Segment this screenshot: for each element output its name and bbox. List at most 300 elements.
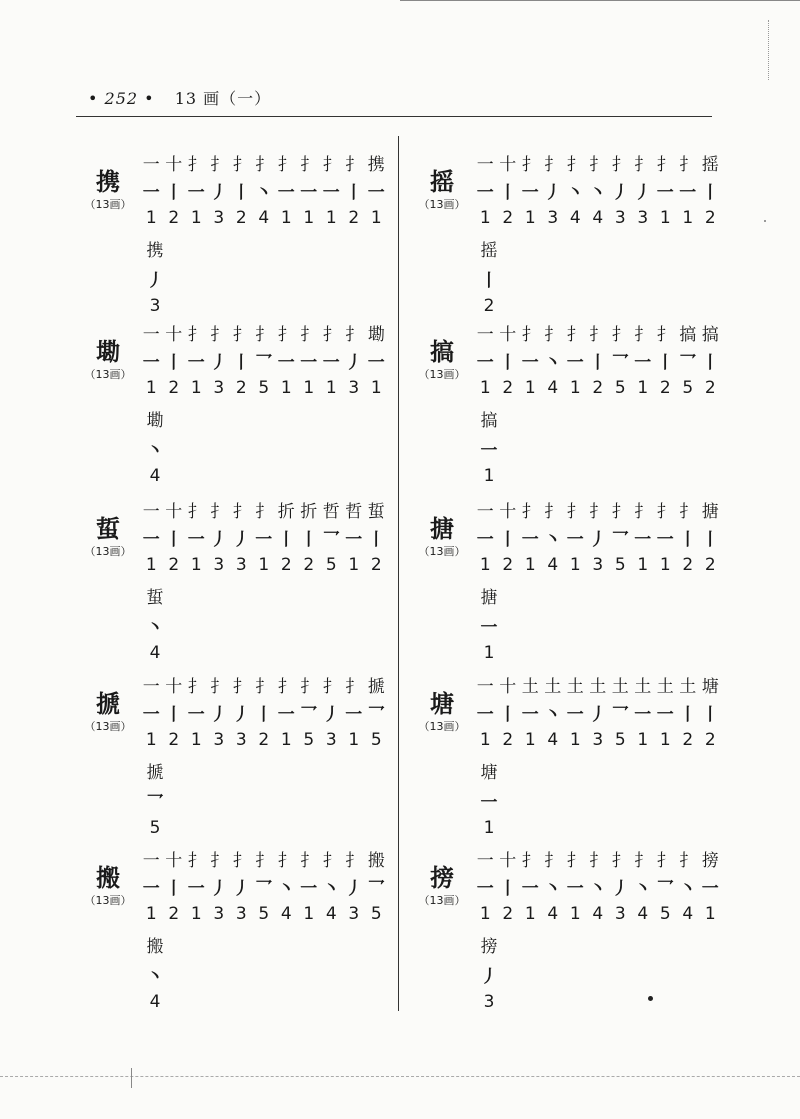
progressive-form: 土	[521, 677, 539, 697]
stroke-glyph: 丶	[544, 879, 562, 899]
stroke-code: 1	[659, 208, 671, 228]
progressive-form: 扌	[544, 502, 562, 522]
stroke-code: 5	[258, 904, 270, 924]
stroke-glyph: 丨	[499, 353, 517, 373]
stroke-glyph: 丿	[210, 353, 228, 373]
stroke-glyph: 丨	[701, 183, 719, 203]
header-rule	[76, 116, 712, 117]
progressive-form: 扌	[187, 502, 205, 522]
stroke-glyph: 乛	[656, 879, 674, 899]
stroke-entry	[416, 320, 746, 486]
progressive-form: 扌	[589, 155, 607, 175]
continuation-stroke: 丨	[480, 271, 498, 291]
progressive-form: 土	[656, 677, 674, 697]
stroke-count-label: （13画）	[418, 894, 466, 907]
stroke-glyph: 丨	[499, 530, 517, 550]
progressive-form: 摇	[701, 155, 719, 175]
progressive-form: 十	[499, 325, 517, 345]
stroke-glyph: 一	[277, 705, 295, 725]
stroke-code: 5	[682, 378, 694, 398]
progressive-form: 扌	[210, 851, 228, 871]
progressive-form: 一	[142, 502, 160, 522]
stroke-glyph: 丶	[544, 705, 562, 725]
stroke-glyph: 丨	[701, 353, 719, 373]
bottom-tick	[131, 1068, 132, 1088]
continuation-code: 1	[483, 643, 495, 663]
stroke-glyph-row	[140, 348, 388, 374]
stroke-code: 4	[325, 904, 337, 924]
progressive-form: 扌	[611, 155, 629, 175]
stroke-entry	[82, 497, 412, 663]
stroke-glyph: 一	[142, 530, 160, 550]
stroke-glyph: 乛	[255, 353, 273, 373]
stroke-glyph: 丨	[232, 183, 250, 203]
stroke-code: 4	[592, 904, 604, 924]
stroke-count-label: （13画）	[84, 894, 132, 907]
stroke-glyph: 一	[656, 705, 674, 725]
progressive-form: 扌	[634, 851, 652, 871]
continuation-code: 4	[149, 643, 161, 663]
progressive-form: 扌	[322, 155, 340, 175]
progressive-form: 扌	[521, 851, 539, 871]
stroke-code: 5	[303, 730, 315, 750]
stroke-glyph: 乛	[322, 530, 340, 550]
stroke-code: 1	[145, 555, 157, 575]
headword-char: 搬	[96, 863, 120, 892]
stroke-glyph: 乛	[367, 705, 385, 725]
stroke-code: 1	[370, 208, 382, 228]
stroke-code: 3	[348, 378, 360, 398]
stroke-glyph: 丶	[255, 183, 273, 203]
progressive-form: 扌	[566, 325, 584, 345]
progressive-form: 扌	[210, 325, 228, 345]
stroke-glyph: 一	[187, 705, 205, 725]
stroke-glyph: 丨	[165, 353, 183, 373]
stroke-glyph: 丶	[544, 530, 562, 550]
stroke-code: 4	[258, 208, 270, 228]
stroke-count-label: （13画）	[84, 545, 132, 558]
headword-char: 墈	[96, 337, 120, 366]
stroke-code: 4	[547, 904, 559, 924]
progressive-form: 一	[142, 325, 160, 345]
headword-char: 携	[96, 167, 120, 196]
stroke-code: 3	[614, 904, 626, 924]
stroke-code: 4	[682, 904, 694, 924]
stroke-code: 4	[547, 378, 559, 398]
stroke-glyph: 丿	[210, 705, 228, 725]
progressive-form: 扌	[521, 502, 539, 522]
progressive-form-row	[474, 320, 722, 346]
stroke-code: 1	[479, 730, 491, 750]
continuation-stroke: 丶	[146, 441, 164, 461]
stroke-glyph: 一	[701, 879, 719, 899]
progressive-form: 扌	[611, 325, 629, 345]
progressive-form: 扌	[634, 155, 652, 175]
progressive-form: 扌	[277, 677, 295, 697]
stroke-glyph: 一	[679, 183, 697, 203]
stroke-code: 1	[303, 208, 315, 228]
continuation-stroke: 丿	[146, 271, 164, 291]
stroke-code: 3	[547, 208, 559, 228]
progressive-form: 扌	[544, 155, 562, 175]
stroke-code: 1	[637, 378, 649, 398]
stroke-glyph: 一	[476, 879, 494, 899]
stroke-code: 2	[370, 555, 382, 575]
stroke-glyph: 丶	[589, 879, 607, 899]
continuation-stroke: 丿	[480, 967, 498, 987]
stroke-code: 1	[569, 904, 581, 924]
stray-dot-2	[764, 220, 766, 222]
progressive-form: 扌	[300, 325, 318, 345]
progressive-form: 十	[499, 155, 517, 175]
stroke-glyph: 丶	[277, 879, 295, 899]
progressive-form: 扌	[634, 502, 652, 522]
stroke-glyph: 丿	[210, 183, 228, 203]
progressive-form: 折	[300, 502, 318, 522]
stroke-glyph: 丨	[701, 705, 719, 725]
continuation-code: 5	[149, 818, 161, 838]
stroke-code: 3	[235, 904, 247, 924]
stroke-glyph: 丶	[679, 879, 697, 899]
stroke-glyph-row	[140, 178, 388, 204]
stroke-code: 2	[502, 904, 514, 924]
stroke-code: 1	[280, 208, 292, 228]
progressive-form: 扌	[345, 155, 363, 175]
stroke-glyph-row	[474, 874, 722, 900]
continuation-form: 墈	[146, 411, 164, 431]
stroke-glyph: 丨	[232, 353, 250, 373]
stroke-glyph: 一	[277, 183, 295, 203]
stroke-code: 1	[348, 730, 360, 750]
stroke-code: 2	[168, 555, 180, 575]
stroke-code: 2	[502, 378, 514, 398]
stroke-code: 1	[479, 378, 491, 398]
progressive-form: 十	[165, 155, 183, 175]
stroke-code: 2	[168, 904, 180, 924]
stroke-code: 2	[682, 730, 694, 750]
progressive-form: 扌	[566, 851, 584, 871]
stroke-glyph: 一	[187, 353, 205, 373]
progressive-form: 十	[165, 851, 183, 871]
stroke-code: 1	[258, 555, 270, 575]
stroke-glyph: 丨	[255, 705, 273, 725]
stroke-glyph: 一	[187, 879, 205, 899]
stroke-glyph: 乛	[611, 705, 629, 725]
stroke-code: 1	[325, 378, 337, 398]
headword-char: 搪	[430, 514, 454, 543]
stroke-code: 3	[592, 730, 604, 750]
stroke-count-label: （13画）	[418, 545, 466, 558]
progressive-form: 扌	[277, 155, 295, 175]
stroke-code: 1	[682, 208, 694, 228]
stroke-entry	[416, 846, 746, 1012]
progressive-form: 扌	[521, 325, 539, 345]
stroke-glyph: 一	[521, 879, 539, 899]
stroke-code: 3	[213, 904, 225, 924]
stroke-code: 1	[479, 555, 491, 575]
stroke-code: 2	[280, 555, 292, 575]
continuation-form: 蜇	[146, 588, 164, 608]
progressive-form: 一	[476, 851, 494, 871]
stroke-code: 3	[213, 730, 225, 750]
stroke-glyph: 乛	[255, 879, 273, 899]
stroke-code: 2	[659, 378, 671, 398]
stroke-glyph: 丿	[210, 879, 228, 899]
stroke-glyph: 乛	[611, 530, 629, 550]
stroke-glyph: 丨	[165, 879, 183, 899]
stroke-code: 2	[168, 208, 180, 228]
stroke-glyph: 丿	[634, 183, 652, 203]
stroke-glyph: 一	[634, 705, 652, 725]
stroke-code: 1	[659, 555, 671, 575]
stroke-glyph: 一	[367, 353, 385, 373]
progressive-form-row	[140, 150, 388, 176]
progressive-form: 扌	[656, 155, 674, 175]
stroke-code: 4	[569, 208, 581, 228]
stroke-code: 3	[213, 208, 225, 228]
stroke-entry	[82, 672, 412, 838]
stroke-code-row	[474, 904, 722, 930]
progressive-form: 扌	[679, 851, 697, 871]
stroke-glyph: 一	[566, 530, 584, 550]
stroke-glyph: 丶	[634, 879, 652, 899]
stroke-glyph: 丨	[165, 705, 183, 725]
stroke-code: 1	[303, 378, 315, 398]
continuation-form: 塘	[480, 763, 498, 783]
progressive-form: 扌	[277, 325, 295, 345]
progressive-form: 扌	[210, 155, 228, 175]
stroke-code: 1	[524, 730, 536, 750]
progressive-form: 扌	[255, 502, 273, 522]
stroke-code: 3	[637, 208, 649, 228]
stroke-code: 1	[569, 730, 581, 750]
progressive-form: 扌	[656, 502, 674, 522]
progressive-form: 一	[476, 155, 494, 175]
stroke-glyph: 丨	[701, 530, 719, 550]
stroke-glyph: 丶	[589, 183, 607, 203]
progressive-form: 扌	[232, 325, 250, 345]
progressive-form-row	[474, 846, 722, 872]
progressive-form: 扌	[300, 677, 318, 697]
stroke-code: 1	[190, 904, 202, 924]
progressive-form: 十	[499, 677, 517, 697]
headword-char: 搋	[96, 689, 120, 718]
stroke-code: 1	[524, 555, 536, 575]
stroke-glyph: 丶	[544, 353, 562, 373]
stroke-glyph: 一	[367, 183, 385, 203]
progressive-form: 扌	[521, 155, 539, 175]
progressive-form: 携	[367, 155, 385, 175]
stroke-glyph: 乛	[300, 705, 318, 725]
headword-char: 塘	[430, 689, 454, 718]
progressive-form: 扌	[345, 851, 363, 871]
stroke-code: 1	[479, 208, 491, 228]
progressive-form: 扌	[232, 851, 250, 871]
progressive-form: 塘	[701, 677, 719, 697]
stroke-glyph: 一	[476, 530, 494, 550]
progressive-form-row	[474, 497, 722, 523]
stroke-glyph: 丨	[679, 705, 697, 725]
stroke-glyph: 一	[566, 879, 584, 899]
progressive-form: 土	[679, 677, 697, 697]
stroke-code: 1	[659, 730, 671, 750]
stroke-glyph: 一	[566, 705, 584, 725]
top-rule	[400, 0, 800, 1]
stroke-code: 2	[704, 378, 716, 398]
stroke-code: 3	[235, 555, 247, 575]
stroke-code: 2	[682, 555, 694, 575]
stroke-glyph: 丨	[499, 183, 517, 203]
progressive-form: 扌	[322, 677, 340, 697]
progressive-form-row	[474, 150, 722, 176]
progressive-form: 扌	[345, 325, 363, 345]
continuation-form: 搞	[480, 411, 498, 431]
progressive-form: 扌	[255, 851, 273, 871]
stroke-code: 5	[370, 730, 382, 750]
stroke-count-label: （13画）	[84, 368, 132, 381]
continuation-stroke: 乛	[146, 793, 164, 813]
stroke-count-label: （13画）	[418, 368, 466, 381]
stroke-entry	[82, 320, 412, 486]
stroke-code: 1	[190, 555, 202, 575]
stroke-glyph: 一	[322, 353, 340, 373]
progressive-form: 墈	[367, 325, 385, 345]
stroke-code: 1	[280, 730, 292, 750]
progressive-form: 一	[142, 677, 160, 697]
stroke-code: 3	[325, 730, 337, 750]
stroke-glyph: 丿	[611, 879, 629, 899]
stroke-code: 1	[524, 208, 536, 228]
progressive-form: 扌	[589, 851, 607, 871]
stroke-glyph: 一	[476, 353, 494, 373]
progressive-form: 扌	[300, 851, 318, 871]
stroke-glyph: 丨	[499, 705, 517, 725]
stroke-code: 1	[145, 208, 157, 228]
stroke-code: 1	[479, 904, 491, 924]
stroke-glyph: 一	[566, 353, 584, 373]
stroke-code: 2	[168, 378, 180, 398]
continuation-stroke: 一	[480, 793, 498, 813]
stroke-code: 1	[569, 555, 581, 575]
continuation-code: 2	[483, 296, 495, 316]
stroke-glyph: 丨	[499, 879, 517, 899]
stroke-entry	[416, 150, 746, 316]
stroke-glyph-row	[140, 874, 388, 900]
progressive-form: 扌	[679, 502, 697, 522]
stroke-code-row	[140, 730, 388, 756]
progressive-form: 扌	[322, 851, 340, 871]
stroke-code: 4	[547, 555, 559, 575]
progressive-form: 扌	[589, 502, 607, 522]
stroke-glyph-row	[474, 348, 722, 374]
continuation-form: 摇	[480, 241, 498, 261]
stroke-glyph-row	[474, 525, 722, 551]
stroke-glyph: 乛	[611, 353, 629, 373]
progressive-form: 十	[499, 851, 517, 871]
progressive-form: 一	[476, 325, 494, 345]
stroke-count-label: （13画）	[418, 720, 466, 733]
stroke-code: 2	[502, 730, 514, 750]
stroke-glyph: 丿	[345, 353, 363, 373]
progressive-form: 十	[165, 325, 183, 345]
stroke-code: 4	[637, 904, 649, 924]
stroke-glyph: 丿	[232, 705, 250, 725]
stroke-glyph: 丿	[589, 705, 607, 725]
progressive-form: 搒	[701, 851, 719, 871]
stroke-code: 1	[370, 378, 382, 398]
progressive-form: 扌	[634, 325, 652, 345]
stroke-glyph-row	[140, 700, 388, 726]
headword-char: 搞	[430, 337, 454, 366]
stroke-glyph: 丨	[679, 530, 697, 550]
progressive-form-row	[140, 497, 388, 523]
stroke-code-row	[140, 904, 388, 930]
stroke-code: 2	[168, 730, 180, 750]
progressive-form: 十	[499, 502, 517, 522]
stroke-glyph: 一	[300, 879, 318, 899]
stroke-code: 2	[303, 555, 315, 575]
continuation-code: 3	[483, 992, 495, 1012]
stroke-glyph: 一	[300, 183, 318, 203]
stroke-glyph: 一	[300, 353, 318, 373]
stroke-code-row	[474, 555, 722, 581]
stroke-code: 1	[637, 555, 649, 575]
stroke-code: 1	[348, 555, 360, 575]
stroke-code: 1	[524, 378, 536, 398]
stroke-code: 2	[235, 378, 247, 398]
stroke-code: 1	[303, 904, 315, 924]
stroke-code: 4	[280, 904, 292, 924]
stroke-code: 4	[592, 208, 604, 228]
stroke-glyph: 一	[277, 353, 295, 373]
stroke-count-label: （13画）	[84, 198, 132, 211]
progressive-form: 扌	[187, 155, 205, 175]
stroke-count-label: （13画）	[418, 198, 466, 211]
progressive-form: 扌	[566, 502, 584, 522]
progressive-form: 扌	[277, 851, 295, 871]
headword-char: 摇	[430, 167, 454, 196]
headword-char: 搒	[430, 863, 454, 892]
stroke-glyph: 一	[521, 353, 539, 373]
stroke-glyph: 一	[142, 879, 160, 899]
stroke-code: 3	[235, 730, 247, 750]
progressive-form: 土	[544, 677, 562, 697]
stroke-glyph: 一	[521, 705, 539, 725]
progressive-form: 扌	[611, 851, 629, 871]
progressive-form: 扌	[210, 677, 228, 697]
progressive-form: 一	[476, 677, 494, 697]
stroke-code: 5	[659, 904, 671, 924]
progressive-form: 搬	[367, 851, 385, 871]
stroke-glyph: 丶	[566, 183, 584, 203]
continuation-code: 4	[149, 466, 161, 486]
stroke-glyph: 一	[255, 530, 273, 550]
progressive-form: 土	[634, 677, 652, 697]
progressive-form: 扌	[210, 502, 228, 522]
progressive-form: 搞	[701, 325, 719, 345]
stroke-glyph: 丨	[277, 530, 295, 550]
progressive-form: 扌	[232, 155, 250, 175]
progressive-form: 搋	[367, 677, 385, 697]
progressive-form-row	[140, 672, 388, 698]
progressive-form-row	[474, 672, 722, 698]
stroke-glyph: 丿	[589, 530, 607, 550]
stroke-code: 2	[704, 208, 716, 228]
stroke-code-row	[474, 378, 722, 404]
progressive-form: 折	[277, 502, 295, 522]
stroke-glyph: 一	[656, 183, 674, 203]
progressive-form-row	[140, 320, 388, 346]
